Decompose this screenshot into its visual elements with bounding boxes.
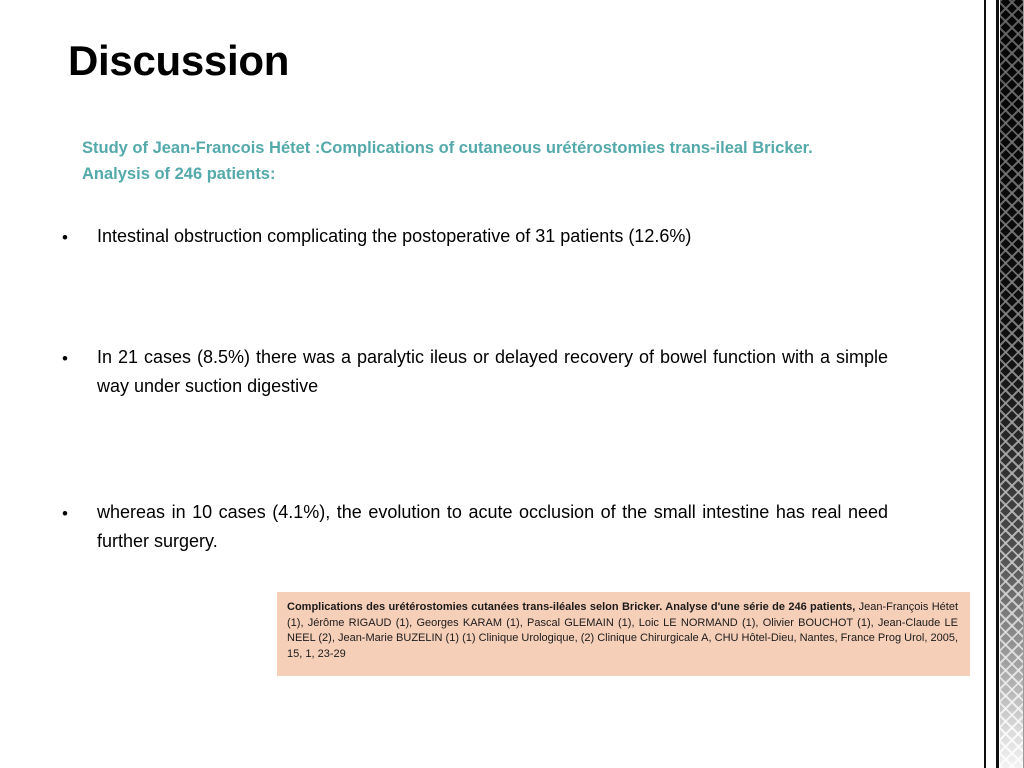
list-item bbox=[62, 498, 888, 556]
bullet-marker-icon: • bbox=[62, 504, 68, 523]
list-item bbox=[62, 343, 888, 401]
citation-text bbox=[287, 600, 958, 662]
page-title: Discussion bbox=[68, 37, 290, 84]
list-item bbox=[62, 222, 888, 251]
strip-rule-outer bbox=[984, 0, 986, 768]
bullet-marker-icon: • bbox=[62, 228, 68, 247]
bullet-text: In 21 cases (8.5%) there was a paralytic ileus or delayed recovery of bowel function with a simple way under suction digestive bbox=[97, 347, 888, 396]
bullet-text: Intestinal obstruction complicating the postoperative of 31 patients (12.6%) bbox=[97, 226, 692, 246]
decorative-right-strip bbox=[978, 0, 1024, 768]
bullet-marker-icon: • bbox=[62, 349, 68, 368]
diamond-mesh-pattern bbox=[1000, 0, 1024, 768]
slide-subtitle: Study of Jean-Francois Hétet :Complications of cutaneous urétérostomies trans-ileal Bricker. Analysis of 246 patients: bbox=[82, 139, 813, 183]
bullet-text: whereas in 10 cases (4.1%), the evolution to acute occlusion of the small intestine has real need further surgery. bbox=[97, 502, 888, 551]
citation-title: Complications des urétérostomies cutanées trans-iléales selon Bricker. Analyse d'une série de 246 patients, bbox=[287, 601, 856, 613]
citation-authors: Jean-François Hétet (1), Jérôme RIGAUD (1), Georges KARAM (1), Pascal GLEMAIN (1), Loic LE NORMAND (1), Olivier BOUCHOT (1), Jean-Claude LE NEEL (2), Jean-Marie BUZELIN (1) (1) Clinique Urologique, (2) Clinique Chirurgicale A, CHU Hôtel-Dieu, Nantes, France Prog Urol, 2005, 15, 1, 23-29 bbox=[287, 601, 959, 660]
citation-box bbox=[277, 592, 970, 676]
strip-rule-inner bbox=[996, 0, 999, 768]
